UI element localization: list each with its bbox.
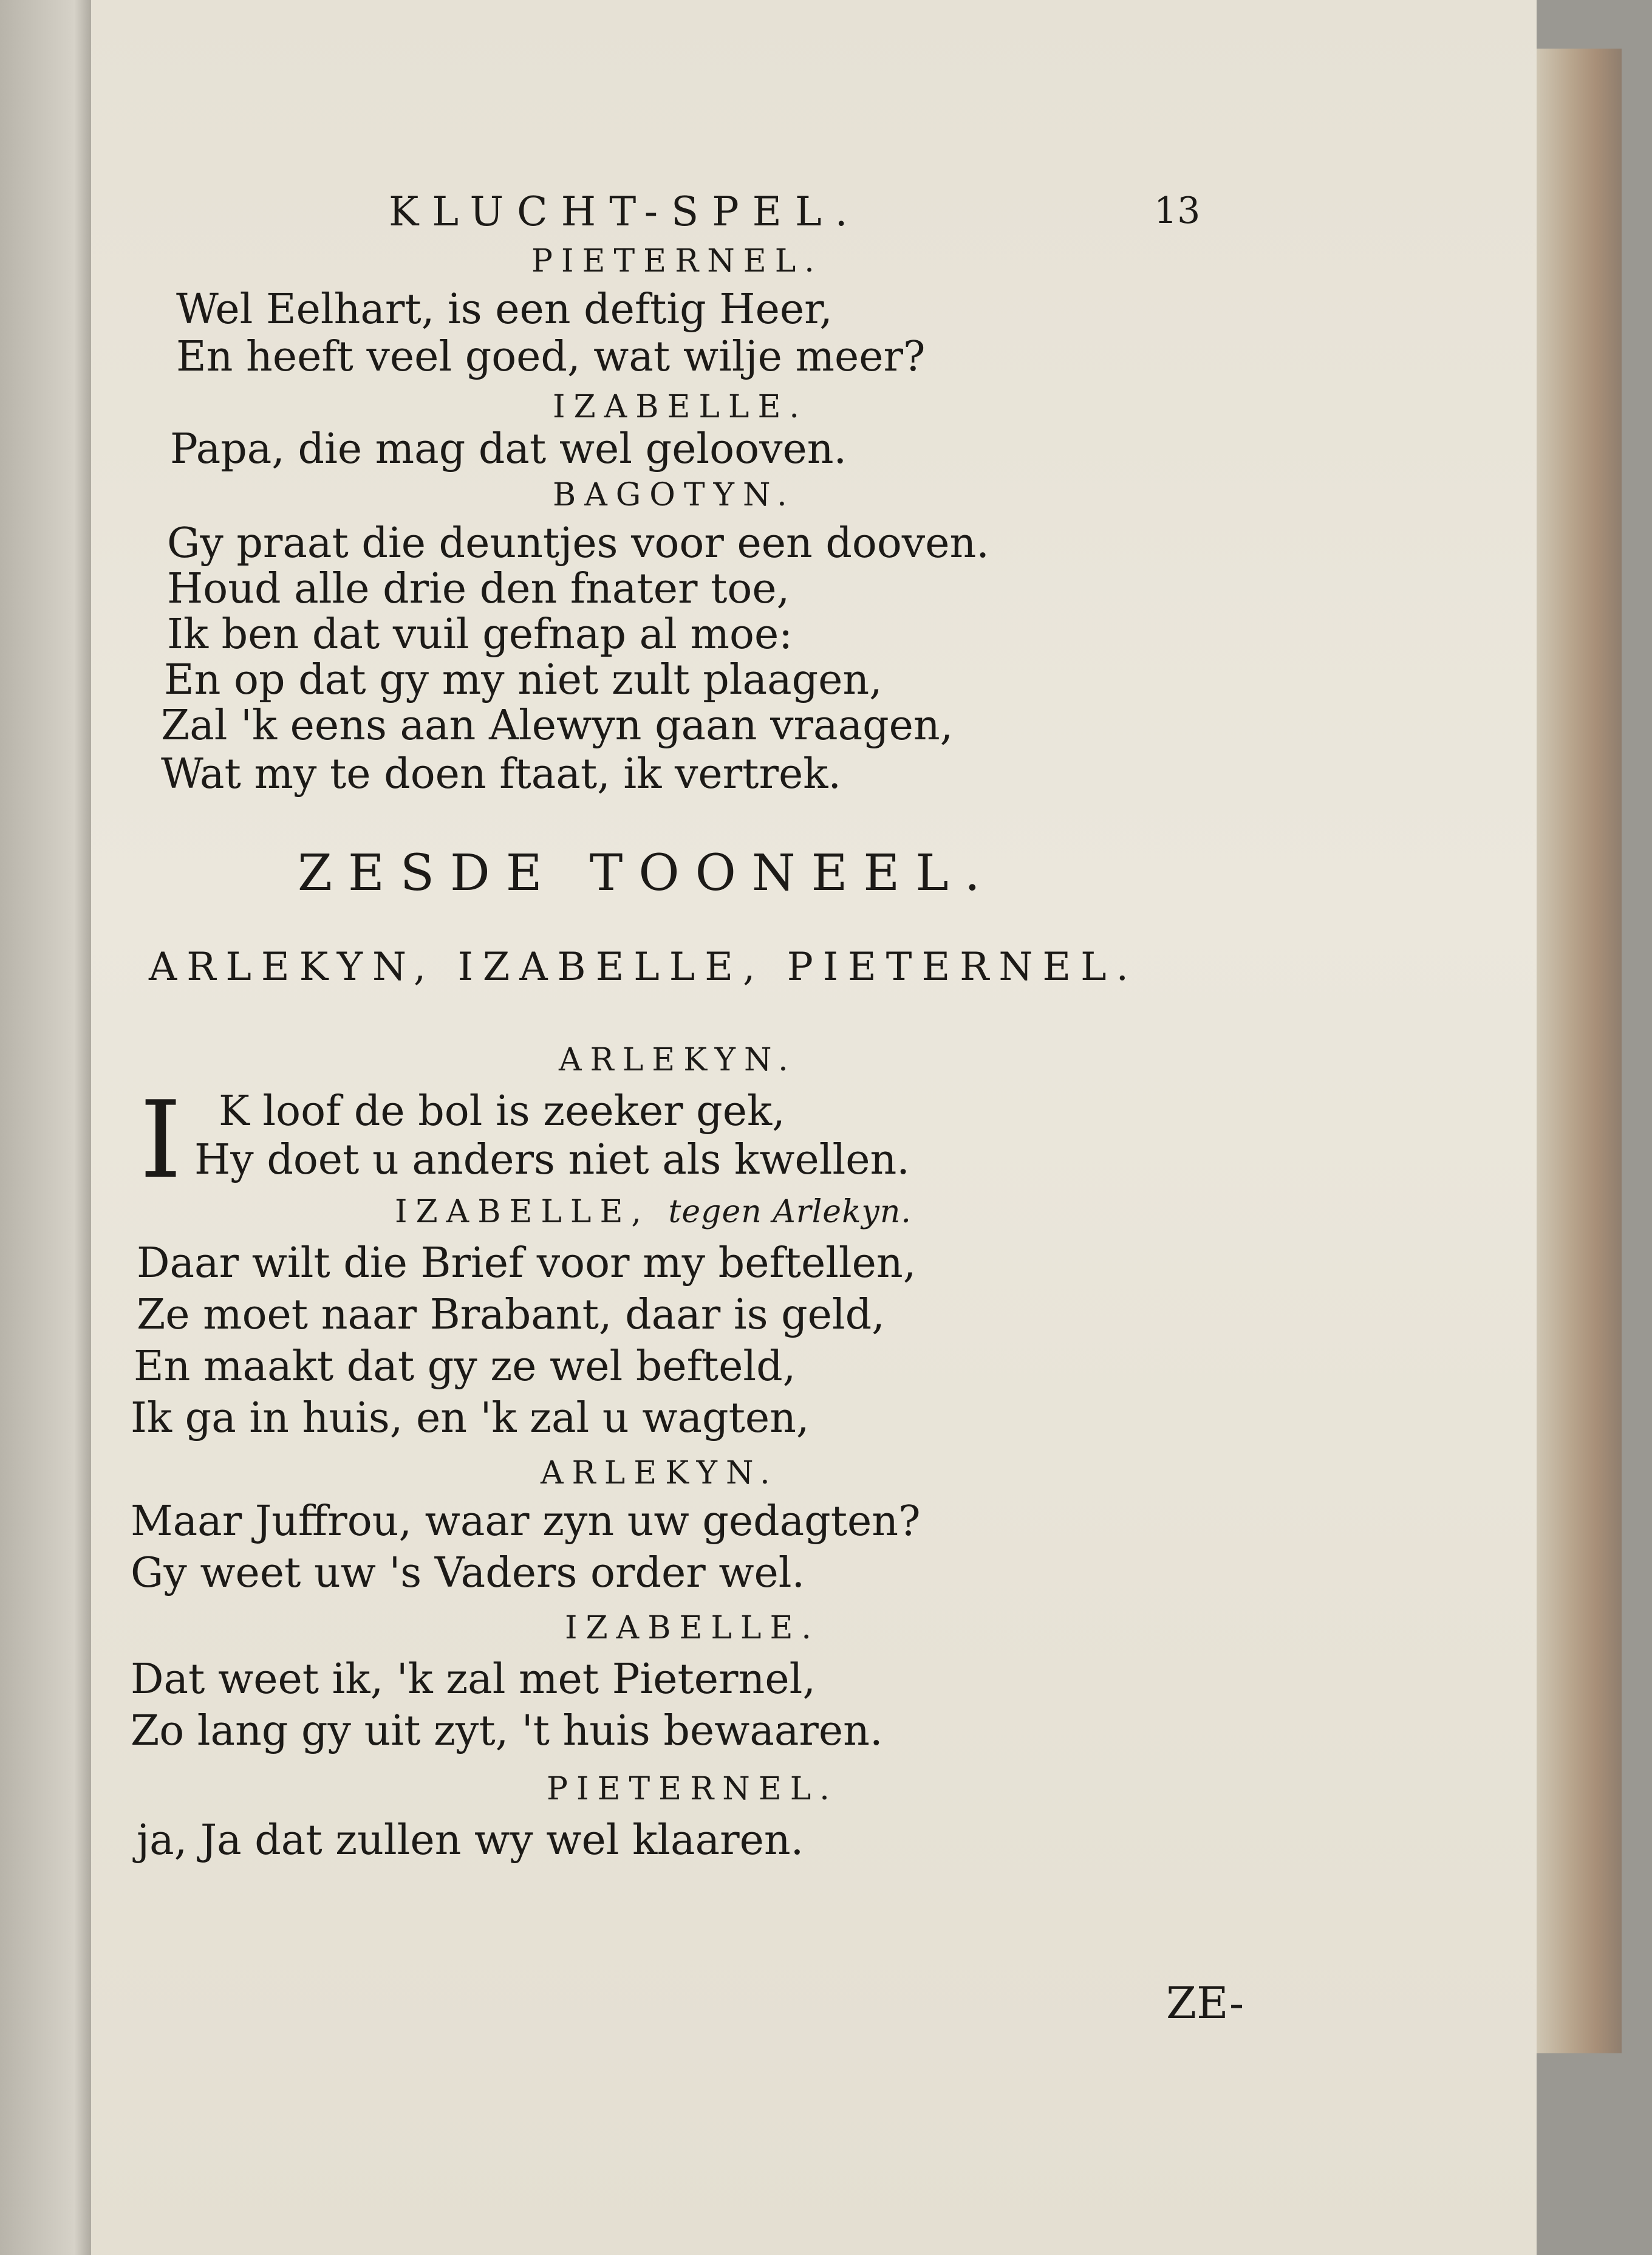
verse-line: Hy doet u anders niet als kwellen.: [194, 1136, 910, 1184]
catchword: ZE-: [1166, 1977, 1244, 2028]
verse-line: Maar Juffrou, waar zyn uw gedagten?: [131, 1497, 921, 1545]
facing-page-edge: [0, 0, 106, 2255]
book-fore-edge: [1537, 49, 1622, 2053]
verse-line: Houd alle drie den fnater toe,: [167, 565, 790, 613]
verse-line: Gy weet uw 's Vaders order wel.: [131, 1549, 805, 1597]
verse-line: Wel Eelhart, is een deftig Heer,: [176, 286, 833, 334]
verse-line: Gy praat die deuntjes voor een dooven.: [167, 519, 989, 567]
verse-line: Ik ga in huis, en 'k zal u wagten,: [131, 1394, 810, 1442]
verse-line: Wat my te doen ftaat, ik vertrek.: [161, 750, 842, 798]
verse-line: Ik ben dat vuil gefnap al moe:: [167, 611, 793, 659]
book-page: [91, 0, 1537, 2255]
verse-line: Daar wilt die Brief voor my beftellen,: [137, 1239, 916, 1287]
verse-line: En maakt dat gy ze wel befteld,: [134, 1343, 796, 1391]
verse-line: En heeft veel goed, wat wilje meer?: [176, 333, 926, 381]
scene-title: ZESDE TOONEEL.: [298, 844, 996, 902]
speaker-label: IZABELLE.: [565, 1610, 820, 1646]
speaker-label: BAGOTYN.: [553, 477, 796, 513]
speaker-label: PIETERNEL.: [531, 243, 823, 279]
speaker-label: PIETERNEL.: [547, 1771, 838, 1807]
verse-line: K loof de bol is zeeker gek,: [219, 1087, 785, 1135]
speaker-name: IZABELLE,: [395, 1194, 650, 1230]
speaker-label: IZABELLE.: [553, 389, 808, 425]
verse-line: Papa, die mag dat wel gelooven.: [170, 425, 847, 473]
verse-line: En op dat gy my niet zult plaagen,: [164, 656, 882, 704]
drop-capital: I: [140, 1079, 182, 1202]
verse-line: Ze moet naar Brabant, daar is geld,: [137, 1291, 885, 1339]
verse-line: Zo lang gy uit zyt, 't huis bewaaren.: [131, 1707, 883, 1755]
speaker-label: ARLEKYN.: [541, 1455, 779, 1491]
running-title: KLUCHT-SPEL.: [389, 188, 861, 235]
speaker-label: [395, 1194, 912, 1230]
verse-line: Dat weet ik, 'k zal met Pieternel,: [131, 1655, 816, 1703]
page-number: 13: [1154, 190, 1201, 232]
scene-cast: ARLEKYN, IZABELLE, PIETERNEL.: [149, 945, 1138, 990]
stage-direction: tegen Arlekyn.: [668, 1194, 912, 1230]
speaker-label: ARLEKYN.: [559, 1042, 797, 1078]
verse-line: ja, Ja dat zullen wy wel klaaren.: [137, 1816, 804, 1864]
verse-line: Zal 'k eens aan Alewyn gaan vraagen,: [161, 702, 954, 750]
